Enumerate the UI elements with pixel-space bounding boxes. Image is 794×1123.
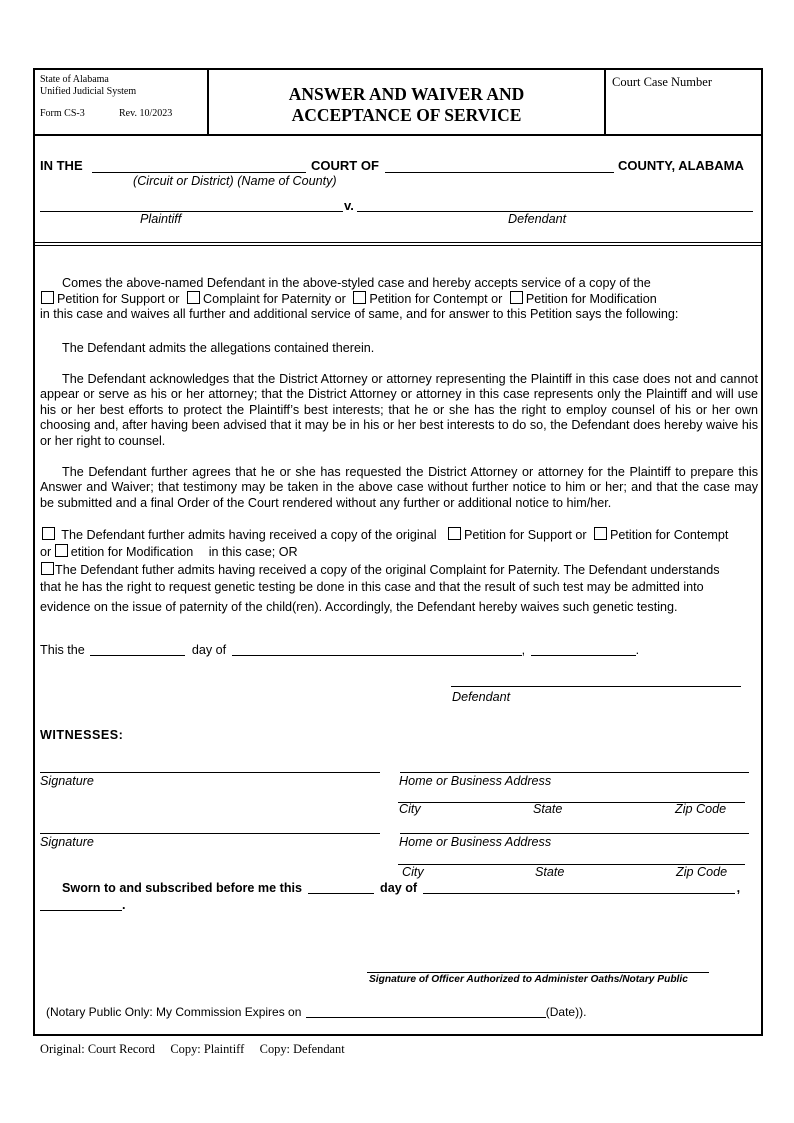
- witness-2-address-label: Home or Business Address: [399, 835, 552, 849]
- petition-options-row: [41, 291, 657, 306]
- petition-contempt-checkbox[interactable]: [353, 291, 366, 304]
- petition-modification-label: Petition for Modification: [525, 292, 657, 306]
- witness-1-state-label: State: [533, 802, 563, 816]
- sworn-year-blank[interactable]: [40, 910, 122, 911]
- commission-suffix: (Date)).: [545, 1005, 587, 1019]
- paternity-checkbox[interactable]: [41, 562, 54, 575]
- court-of-label: COURT OF: [311, 158, 379, 173]
- witness-2-signature-line[interactable]: [40, 833, 380, 834]
- defendant-signature-line[interactable]: [451, 686, 741, 687]
- counsel-paragraph: The Defendant acknowledges that the District Attorney or attorney representing the Plaintiff in this case does not and cannot appear or serve as his or her attorney; that the District Attorney or attorney in this case represents only the Plaintiff and will use his or her best efforts to protect the Plaintiff’s best interests; that he or she has the right to employ counsel of his or her own choosing and, after having been advised that it may be in his or her best interests to do so, the Defendant does hereby waive his or her right to counsel.: [40, 372, 758, 448]
- witness-1-address-label: Home or Business Address: [399, 774, 552, 788]
- court-type-blank[interactable]: [92, 172, 306, 173]
- court-case-number-field[interactable]: [612, 94, 752, 130]
- distribution-footer: Original: Court Record Copy: Plaintiff Copy: Defendant: [40, 1042, 345, 1056]
- sworn-period: .: [122, 898, 126, 912]
- form-number: Form CS-3: [40, 108, 85, 119]
- received-modification-label: etition for Modification: [70, 545, 194, 559]
- court-hint: (Circuit or District) (Name of County): [133, 174, 337, 188]
- sworn-line: [62, 881, 740, 895]
- caption-separator: [33, 242, 763, 246]
- petition-support-label: Petition for Support or: [57, 292, 180, 306]
- received-original-label: The Defendant further admits having received a copy of the original: [61, 528, 437, 542]
- intro-continuation: in this case and waives all further and additional service of same, and for answer to this Petition says the following:: [40, 307, 679, 321]
- intro-paragraph: Comes the above-named Defendant in the above-styled case and hereby accepts service of a copy of the: [62, 276, 651, 290]
- commission-date-blank[interactable]: [306, 1017, 546, 1018]
- officer-signature-line[interactable]: [367, 972, 709, 973]
- body-box-left: [33, 244, 35, 1036]
- witness-1-signature-label: Signature: [40, 774, 94, 788]
- received-original-row: [42, 527, 728, 542]
- this-the-label: This the: [40, 643, 85, 657]
- witnesses-heading: WITNESSES:: [40, 728, 124, 742]
- county-name-blank[interactable]: [385, 172, 614, 173]
- petition-modification-checkbox[interactable]: [510, 291, 523, 304]
- header-divider-right: [604, 68, 606, 136]
- petition-contempt-option[interactable]: [353, 292, 502, 306]
- petition-modification-option[interactable]: [510, 292, 657, 306]
- sworn-comma: ,: [736, 881, 741, 895]
- paternity-line-1: The Defendant futher admits having received a copy of the original Complaint for Paternity. The Defendant understands: [55, 563, 720, 577]
- petition-support-option[interactable]: [41, 292, 180, 306]
- witness-1-city-label: City: [399, 802, 421, 816]
- complaint-paternity-option[interactable]: [187, 292, 346, 306]
- petition-contempt-label: Petition for Contempt or: [369, 292, 503, 306]
- county-alabama-label: COUNTY, ALABAMA: [618, 158, 744, 173]
- received-support-label: Petition for Support or: [464, 528, 587, 542]
- witness-1-address-line[interactable]: [400, 772, 749, 773]
- sworn-day-blank[interactable]: [308, 893, 374, 894]
- form-title-line-1: ANSWER AND WAIVER AND: [288, 84, 525, 104]
- officer-signature-label: Signature of Officer Authorized to Administer Oaths/Notary Public: [369, 974, 688, 985]
- petition-support-checkbox[interactable]: [41, 291, 54, 304]
- commission-line: [46, 1005, 586, 1019]
- witness-1-zip-label: Zip Code: [675, 802, 727, 816]
- paternity-row: [41, 562, 720, 577]
- commission-prefix: (Notary Public Only: My Commission Expires on: [46, 1005, 302, 1019]
- form-title-line-2: ACCEPTANCE OF SERVICE: [291, 105, 522, 125]
- witness-2-city-label: City: [402, 865, 424, 879]
- complaint-paternity-checkbox[interactable]: [187, 291, 200, 304]
- plaintiff-label: Plaintiff: [140, 212, 182, 226]
- received-original-checkbox[interactable]: [42, 527, 55, 540]
- court-case-number-label: Court Case Number: [612, 75, 712, 89]
- caption-box-right: [761, 134, 763, 245]
- witness-2-state-label: State: [535, 865, 565, 879]
- form-revision: Rev. 10/2023: [119, 108, 173, 119]
- month-blank[interactable]: [232, 655, 522, 656]
- agency-line-1: State of Alabama: [40, 74, 109, 85]
- day-of-label: day of: [191, 643, 227, 657]
- witness-2-signature-label: Signature: [40, 835, 94, 849]
- sworn-year-row: [40, 898, 126, 912]
- caption-box-left: [33, 134, 35, 245]
- date-line: [40, 643, 639, 657]
- date-comma: ,: [521, 643, 526, 657]
- paternity-line-3: evidence on the issue of paternity of the child(ren). Accordingly, the Defendant hereby waives such genetic testing.: [40, 600, 678, 614]
- witness-1-signature-line[interactable]: [40, 772, 380, 773]
- body-box-bottom: [33, 1034, 763, 1036]
- received-modification-row: [40, 544, 298, 559]
- witness-2-address-line[interactable]: [400, 833, 749, 834]
- in-the-label: IN THE: [40, 158, 83, 173]
- received-modification-checkbox[interactable]: [55, 544, 68, 557]
- witness-2-zip-label: Zip Code: [676, 865, 728, 879]
- admits-statement: The Defendant admits the allegations contained therein.: [62, 341, 375, 355]
- body-box-right: [761, 244, 763, 1036]
- versus-label: v.: [344, 198, 354, 213]
- agency-line-2: Unified Judicial System: [40, 86, 137, 97]
- plaintiff-name-blank[interactable]: [40, 211, 343, 212]
- complaint-paternity-label: Complaint for Paternity or: [203, 292, 346, 306]
- agreement-paragraph: The Defendant further agrees that he or she has requested the District Attorney or attorney for the Plaintiff to prepare this Answer and Waiver; that testimony may be taken in the above case without further notice to him or her; and that the case may be submitted and a final Order of the Court rendered without any further or additional notice to him/her.: [40, 465, 758, 510]
- received-in-case-label: in this case; OR: [208, 545, 298, 559]
- year-blank[interactable]: [531, 655, 636, 656]
- sworn-text: Sworn to and subscribed before me this: [62, 881, 303, 895]
- day-number-blank[interactable]: [90, 655, 185, 656]
- defendant-label: Defendant: [508, 212, 567, 226]
- sworn-day-of-label: day of: [380, 881, 418, 895]
- received-or-label: or: [40, 545, 52, 559]
- defendant-signature-label: Defendant: [452, 690, 511, 704]
- received-contempt-label: Petition for Contempt: [610, 528, 729, 542]
- paternity-line-2: that he has the right to request genetic testing be done in this case and that the result of such test may be admitted into: [40, 580, 704, 594]
- received-contempt-checkbox[interactable]: [594, 527, 607, 540]
- sworn-month-blank[interactable]: [423, 893, 735, 894]
- date-period: .: [635, 643, 640, 657]
- received-support-checkbox[interactable]: [448, 527, 461, 540]
